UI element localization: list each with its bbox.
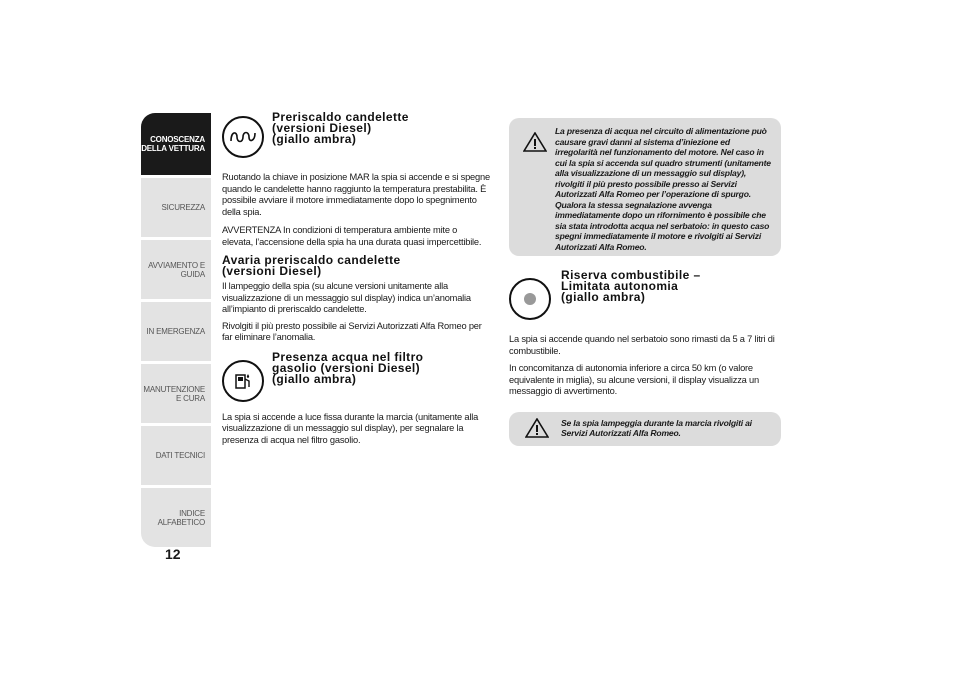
paragraph: AVVERTENZA In condizioni di temperatura ambiente mite o elevata, l’accensione della spia ha una durata quasi impercettibile. [222,225,482,247]
tab-dati-tecnici[interactable] [141,426,211,485]
page-number: 12 [165,546,181,562]
tab-indice-alfabetico[interactable] [141,488,211,547]
left-column [222,112,490,446]
tab-label: INDICE ALFABETICO [157,508,205,527]
warning-box-water [509,118,781,256]
paragraph: La spia si accende a luce fissa durante la marcia (unitamente alla visualizzazione di un messaggio sul display), per segnalare la presenza di acqua nel filtro gasolio. [222,411,479,445]
section-title: (giallo ambra) [272,371,357,386]
warning-text: Se la spia lampeggia durante la marcia rivolgiti ai Servizi Autorizzati Alfa Romeo. [561,417,752,438]
tab-avviamento-e-guida[interactable] [141,240,211,299]
tab-label: SICUREZZA [161,203,205,212]
warning-triangle-icon [523,132,547,152]
paragraph: Rivolgiti il più presto possibile ai Servizi Autorizzati Alfa Romeo per far eliminare l’anomalia. [222,320,482,342]
section-title: (versioni Diesel) [222,264,322,278]
section-title: Riserva combustibile – [561,268,701,282]
tab-label: CONOSCENZA DELLA VETTURA [141,135,205,153]
tab-label: MANUTENZIONE E CURA [143,384,205,403]
water-in-fuel-icon [222,360,264,402]
section-preriscaldo-header [222,112,490,168]
chapter-sidebar [141,113,211,550]
paragraph: Ruotando la chiave in posizione MAR la spia si accende e si spegne quando le candelette hanno raggiunto la temperatura prestabilita. È possibile avviare il motore immediatamente dopo lo spegnimento della spia. [222,172,490,217]
section-title: Preriscaldo candelette [272,110,409,124]
fuel-reserve-icon [509,278,551,320]
warning-text: La presenza di acqua nel circuito di alimentazione può causare gravi danni al sistema d’iniezione ed irregolarità nel funzionamento del motore. Nel caso in cui la spia si accenda sul quadro strumenti (unitamente alla visualizzazione di un messaggio sul display), rivolgiti il più presto possibile presso ai Servizi Autorizzati Alfa Romeo per l’operazione di spurgo. Qualora la stessa segnalazione avvenga immediatamente dopo un rifornimento è possibile che sia stata introdotta acqua nel serbatoio: in questo caso spegni immediatamente il motore e rivolgiti ai Servizi Autorizzati Alfa Romeo. [555,126,771,252]
tab-in-emergenza[interactable] [141,302,211,361]
section-riserva-header [509,270,781,326]
section-title: Avaria preriscaldo candelette [222,253,401,267]
section-title: gasolio (versioni Diesel) [272,360,421,375]
warning-triangle-icon [525,418,549,438]
section-avaria-header [222,255,490,277]
tab-label: IN EMERGENZA [146,327,205,336]
tab-manutenzione-e-cura[interactable] [141,364,211,423]
glow-plug-icon [222,116,264,158]
section-title: Limitata autonomia [561,279,679,293]
section-title: (versioni Diesel) [272,121,372,135]
tab-sicurezza[interactable] [141,178,211,237]
tab-label: AVVIAMENTO E GUIDA [148,260,205,279]
paragraph: Il lampeggio della spia (su alcune versioni unitamente alla visualizzazione di un messaggio sul display) indica un’anomalia all’impianto di preriscaldo candelette. [222,281,471,314]
tab-conoscenza-della-vettura[interactable] [141,113,211,175]
section-title: (giallo ambra) [272,132,357,146]
right-column [509,118,781,446]
section-acqua-header [222,349,490,406]
warning-box-reserve [509,412,781,446]
paragraph: La spia si accende quando nel serbatoio sono rimasti da 5 a 7 litri di combustibile. [509,334,775,356]
tab-label: DATI TECNICI [155,451,205,460]
paragraph: In concomitanza di autonomia inferiore a circa 50 km (o valore equivalente in miglia), su alcune versioni, il display visualizza un messaggio di avvertimento. [509,363,759,396]
section-title: (giallo ambra) [561,290,646,304]
section-title: Presenza acqua nel filtro [272,349,424,364]
